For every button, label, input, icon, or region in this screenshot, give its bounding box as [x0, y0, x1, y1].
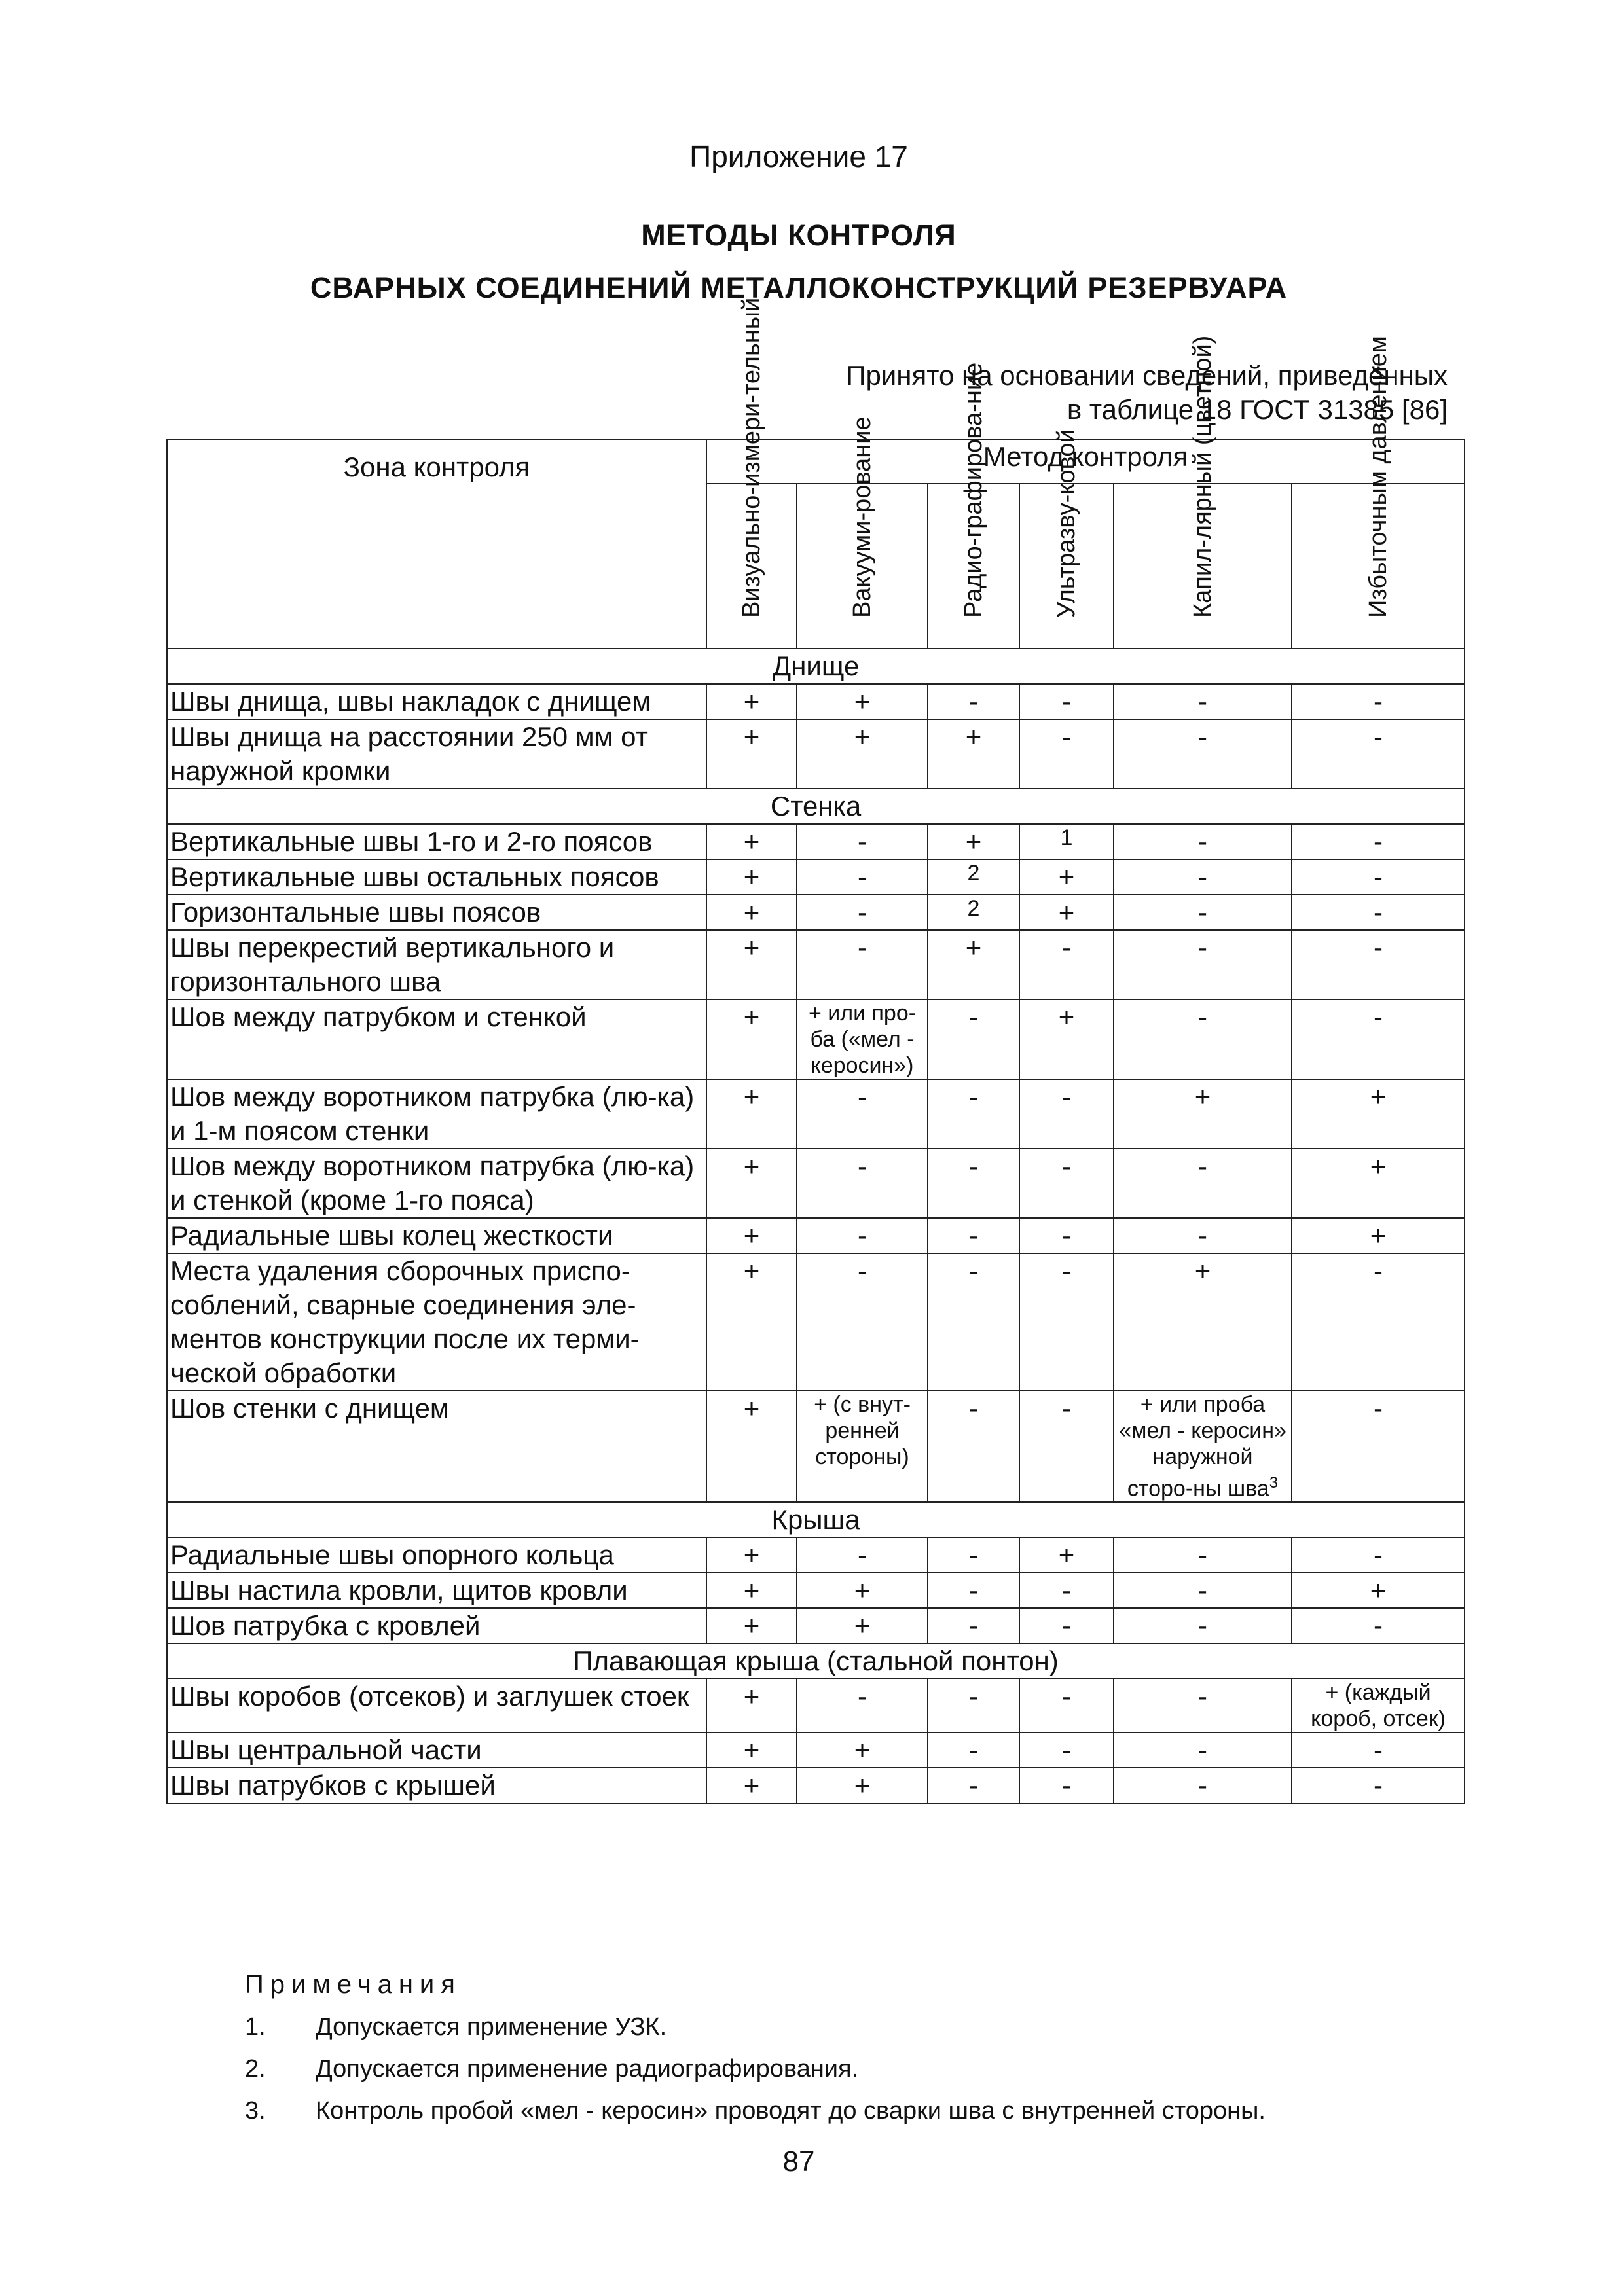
- method-mark-cell: [1292, 1391, 1465, 1502]
- method-mark: -: [969, 1393, 978, 1424]
- note-number: 2.: [245, 2055, 266, 2083]
- method-mark-cell: [1292, 684, 1465, 719]
- zone-cell: Шов патрубка с кровлей: [167, 1608, 706, 1643]
- method-mark-cell: [706, 1679, 797, 1732]
- method-header: Метод контроля: [706, 439, 1465, 484]
- method-mark: -: [1374, 721, 1383, 752]
- method-mark-cell: [928, 1679, 1019, 1732]
- method-header-0: [706, 297, 797, 649]
- method-mark-cell: [797, 1732, 928, 1768]
- method-mark-cell: [1019, 1608, 1114, 1643]
- method-mark-cell: [1019, 824, 1114, 859]
- method-mark: -: [1062, 1770, 1071, 1801]
- section-row: [167, 1502, 1465, 1537]
- method-mark-cell: [1292, 1768, 1465, 1803]
- method-mark-cell: [928, 1608, 1019, 1643]
- method-mark: -: [858, 1539, 867, 1571]
- method-mark: -: [969, 1610, 978, 1641]
- method-mark-cell: [706, 1608, 797, 1643]
- method-header-5: [1292, 336, 1465, 649]
- method-mark: +: [1370, 1151, 1387, 1181]
- method-mark-cell: [1292, 1679, 1465, 1732]
- footnote-mark: 3: [1269, 1474, 1279, 1492]
- method-mark: +: [743, 1610, 760, 1641]
- method-mark-cell: [1114, 930, 1292, 999]
- method-mark: +: [1370, 1081, 1387, 1112]
- method-mark: +: [1058, 897, 1075, 927]
- method-mark: +: [743, 932, 760, 963]
- method-mark: + или про-ба («мел - керосин»): [808, 1001, 917, 1078]
- method-mark-cell: [1292, 824, 1465, 859]
- method-mark: -: [1062, 1151, 1071, 1181]
- method-mark-cell: [797, 719, 928, 789]
- method-mark: -: [1374, 686, 1383, 717]
- method-mark-cell: [928, 1218, 1019, 1253]
- table-body: [167, 649, 1465, 1803]
- method-mark: -: [858, 1681, 867, 1712]
- method-mark-cell: [1114, 719, 1292, 789]
- method-mark-cell: [928, 1537, 1019, 1573]
- method-mark-cell: [1019, 1679, 1114, 1732]
- page-number: 87: [782, 2145, 815, 2178]
- method-mark-cell: [706, 1079, 797, 1149]
- zone-cell: Вертикальные швы 1-го и 2-го поясов: [167, 824, 706, 859]
- zone-cell: Швы патрубков с крышей: [167, 1768, 706, 1803]
- method-mark-cell: [1114, 1218, 1292, 1253]
- method-mark: -: [1198, 1539, 1207, 1571]
- method-mark-cell: [928, 1079, 1019, 1149]
- method-mark: +: [743, 1770, 760, 1801]
- notes-title: Примечания: [245, 1970, 462, 1999]
- method-mark: +: [854, 1575, 871, 1606]
- method-mark-cell: [1114, 1608, 1292, 1643]
- method-mark-cell: [1114, 1537, 1292, 1573]
- method-mark-cell: [706, 824, 797, 859]
- method-mark-cell: [797, 824, 928, 859]
- table-row: [167, 1573, 1465, 1608]
- method-mark-cell: [706, 1253, 797, 1391]
- method-mark: -: [969, 1220, 978, 1251]
- method-mark-cell: [1292, 1079, 1465, 1149]
- method-mark: +: [743, 826, 760, 857]
- zone-cell: Радиальные швы колец жесткости: [167, 1218, 706, 1253]
- method-mark: -: [969, 686, 978, 717]
- method-mark: 1: [1060, 825, 1073, 850]
- method-mark-cell: [797, 895, 928, 930]
- zone-cell: Вертикальные швы остальных поясов: [167, 859, 706, 895]
- method-mark-cell: [1019, 895, 1114, 930]
- zone-cell: Швы настила кровли, щитов кровли: [167, 1573, 706, 1608]
- method-mark-cell: [1019, 1253, 1114, 1391]
- method-mark: +: [743, 1151, 760, 1181]
- method-mark-cell: [706, 1149, 797, 1218]
- method-mark-cell: [928, 1732, 1019, 1768]
- source-note: [846, 359, 1448, 427]
- method-mark-cell: [1292, 895, 1465, 930]
- method-mark: -: [1374, 932, 1383, 963]
- section-row: [167, 789, 1465, 824]
- table-row: [167, 1537, 1465, 1573]
- method-mark-cell: [706, 999, 797, 1079]
- appendix-label: Приложение 17: [689, 139, 908, 173]
- table-row: [167, 1768, 1465, 1803]
- method-header-2: [928, 362, 1019, 649]
- table-row: [167, 895, 1465, 930]
- method-mark: +: [965, 826, 982, 857]
- method-mark-cell: [797, 999, 928, 1079]
- method-mark: +: [743, 721, 760, 752]
- method-label: Избыточным давлением: [1364, 336, 1393, 618]
- table-row: [167, 1149, 1465, 1218]
- method-mark-cell: [797, 1391, 928, 1502]
- title-line-1: МЕТОДЫ КОНТРОЛЯ: [641, 219, 957, 252]
- method-mark-cell: [797, 1218, 928, 1253]
- method-mark: +: [743, 1220, 760, 1251]
- method-mark: -: [1374, 897, 1383, 927]
- method-mark-cell: [1019, 1218, 1114, 1253]
- method-mark: -: [1198, 1610, 1207, 1641]
- method-mark: -: [1374, 1539, 1383, 1571]
- method-mark-cell: [1114, 1573, 1292, 1608]
- method-mark: -: [969, 1151, 978, 1181]
- method-mark: +: [743, 1539, 760, 1571]
- method-mark-cell: [928, 930, 1019, 999]
- zone-cell: Швы днища на расстоянии 250 мм от наружной кромки: [167, 719, 706, 789]
- method-mark-cell: [1114, 999, 1292, 1079]
- method-mark: 2: [967, 896, 980, 921]
- method-mark-cell: [1292, 1253, 1465, 1391]
- method-mark: +: [743, 1255, 760, 1286]
- method-mark-cell: [1019, 1537, 1114, 1573]
- method-mark: -: [1374, 1734, 1383, 1766]
- method-mark: -: [1198, 1734, 1207, 1766]
- method-mark: -: [1198, 721, 1207, 752]
- zone-cell: Шов стенки с днищем: [167, 1391, 706, 1502]
- method-mark: -: [1374, 1770, 1383, 1801]
- method-mark: +: [743, 686, 760, 717]
- method-mark-cell: [1019, 1573, 1114, 1608]
- method-mark-cell: [1292, 719, 1465, 789]
- method-mark-cell: [1292, 1732, 1465, 1768]
- method-mark: +: [743, 861, 760, 892]
- note-item: [245, 2095, 1266, 2126]
- method-mark-cell: [797, 859, 928, 895]
- method-mark-cell: [1292, 1537, 1465, 1573]
- method-mark: -: [1198, 1220, 1207, 1251]
- zone-cell: Радиальные швы опорного кольца: [167, 1537, 706, 1573]
- method-mark: +: [854, 1770, 871, 1801]
- method-mark-cell: [706, 1537, 797, 1573]
- method-mark: -: [969, 1770, 978, 1801]
- method-mark: -: [1062, 1681, 1071, 1712]
- method-mark: -: [1198, 861, 1207, 892]
- method-mark: +: [743, 1081, 760, 1112]
- method-mark-cell: [706, 719, 797, 789]
- method-mark: -: [1198, 1770, 1207, 1801]
- method-mark: +: [743, 1575, 760, 1606]
- method-mark-cell: [1114, 1768, 1292, 1803]
- method-mark-cell: [706, 1218, 797, 1253]
- method-mark-cell: [928, 824, 1019, 859]
- method-mark-cell: [706, 1573, 797, 1608]
- method-label: Визуально-измери-тельный: [738, 297, 765, 618]
- method-mark: -: [969, 1001, 978, 1032]
- method-mark: -: [1062, 686, 1071, 717]
- table-row: [167, 1391, 1465, 1502]
- table-row: [167, 1732, 1465, 1768]
- method-mark-cell: [797, 1149, 928, 1218]
- method-mark-cell: [928, 1573, 1019, 1608]
- method-mark-cell: [1114, 1391, 1292, 1502]
- method-mark: +: [965, 721, 982, 752]
- method-mark: -: [858, 1081, 867, 1112]
- section-title: Стенка: [167, 789, 1465, 824]
- method-header-4: [1114, 335, 1292, 649]
- method-mark: -: [969, 1734, 978, 1766]
- table-row: [167, 719, 1465, 789]
- zone-header: Зона контроля: [167, 439, 706, 649]
- method-mark-cell: [1114, 1679, 1292, 1732]
- method-mark-cell: [928, 999, 1019, 1079]
- method-mark: -: [1374, 1610, 1383, 1641]
- method-mark: -: [1062, 1393, 1071, 1424]
- method-mark-cell: [1114, 824, 1292, 859]
- method-mark: +: [1194, 1255, 1211, 1286]
- method-mark-cell: [1019, 1149, 1114, 1218]
- table-row: [167, 824, 1465, 859]
- zone-cell: Швы центральной части: [167, 1732, 706, 1768]
- method-mark: +: [854, 1610, 871, 1641]
- method-mark: -: [1062, 1610, 1071, 1641]
- method-mark-cell: [1114, 895, 1292, 930]
- method-mark: -: [858, 1255, 867, 1286]
- note-item: [245, 2011, 1266, 2043]
- method-label: Радио-графирова-ние: [960, 362, 987, 618]
- method-mark-cell: [706, 1391, 797, 1502]
- method-mark: -: [969, 1539, 978, 1571]
- table-row: [167, 684, 1465, 719]
- method-mark-cell: [1019, 1732, 1114, 1768]
- method-mark: -: [1062, 1255, 1071, 1286]
- method-mark: -: [1374, 1393, 1383, 1424]
- section-row: [167, 1643, 1465, 1679]
- table-row: [167, 1253, 1465, 1391]
- method-mark-cell: [1292, 1573, 1465, 1608]
- method-mark: -: [969, 1255, 978, 1286]
- zone-cell: Шов между воротником патрубка (лю-ка) и 1-м поясом стенки: [167, 1079, 706, 1149]
- method-mark: -: [1198, 826, 1207, 857]
- method-mark-cell: [797, 1679, 928, 1732]
- method-mark: +: [854, 1734, 871, 1766]
- method-mark: -: [969, 1081, 978, 1112]
- method-mark: + (с внут-ренней стороны): [814, 1392, 911, 1469]
- method-mark: -: [1374, 1001, 1383, 1032]
- note-text: Допускается применение радиографирования.: [316, 2055, 859, 2083]
- method-mark-cell: [1019, 719, 1114, 789]
- zone-cell: Швы днища, швы накладок с днищем: [167, 684, 706, 719]
- method-mark: -: [858, 932, 867, 963]
- method-mark: -: [1062, 1575, 1071, 1606]
- table-row: [167, 1079, 1465, 1149]
- method-mark: -: [969, 1681, 978, 1712]
- method-mark: +: [965, 932, 982, 963]
- method-mark: +: [743, 897, 760, 927]
- method-mark: +: [1194, 1081, 1211, 1112]
- section-title: Днище: [167, 649, 1465, 684]
- method-mark: -: [1198, 1001, 1207, 1032]
- method-mark: -: [858, 1220, 867, 1251]
- method-mark: -: [1198, 897, 1207, 927]
- method-mark: -: [1198, 932, 1207, 963]
- method-mark-cell: [797, 1768, 928, 1803]
- method-mark: -: [858, 1151, 867, 1181]
- method-mark: -: [1374, 826, 1383, 857]
- method-mark-cell: [1114, 1079, 1292, 1149]
- method-mark-cell: [1019, 684, 1114, 719]
- method-mark: -: [1062, 1081, 1071, 1112]
- zone-cell: Шов между воротником патрубка (лю-ка) и стенкой (кроме 1-го пояса): [167, 1149, 706, 1218]
- zone-cell: Швы коробов (отсеков) и заглушек стоек: [167, 1679, 706, 1732]
- method-mark: -: [1198, 1681, 1207, 1712]
- method-mark-cell: [1019, 1768, 1114, 1803]
- method-mark-cell: [928, 1253, 1019, 1391]
- section-title: Плавающая крыша (стальной понтон): [167, 1643, 1465, 1679]
- method-mark: +: [743, 1001, 760, 1032]
- method-mark-cell: [1114, 859, 1292, 895]
- method-mark: +: [743, 1681, 760, 1712]
- method-mark-cell: [1019, 930, 1114, 999]
- method-mark: -: [1062, 1734, 1071, 1766]
- method-mark: -: [1062, 1220, 1071, 1251]
- method-mark-cell: [928, 895, 1019, 930]
- table-row: [167, 859, 1465, 895]
- table-row: [167, 1679, 1465, 1732]
- method-mark-cell: [706, 1732, 797, 1768]
- note-number: 3.: [245, 2097, 266, 2125]
- method-mark: +: [854, 721, 871, 752]
- method-mark-cell: [1114, 684, 1292, 719]
- method-mark: -: [858, 861, 867, 892]
- title-line-2: СВАРНЫХ СОЕДИНЕНИЙ МЕТАЛЛОКОНСТРУКЦИЙ РЕЗЕРВУАРА: [310, 271, 1288, 304]
- method-mark-cell: [928, 859, 1019, 895]
- method-mark: + (каждый короб, отсек): [1311, 1680, 1446, 1732]
- method-mark-cell: [706, 684, 797, 719]
- method-mark-cell: [1019, 1391, 1114, 1502]
- method-mark-cell: [928, 1768, 1019, 1803]
- method-mark-cell: [797, 684, 928, 719]
- note-number: 1.: [245, 2013, 266, 2041]
- method-mark: + или проба «мел - керосин» наружной сторо-ны шва: [1119, 1392, 1286, 1501]
- method-mark: +: [1058, 1001, 1075, 1032]
- method-mark: -: [858, 826, 867, 857]
- method-mark: -: [1374, 1255, 1383, 1286]
- method-mark: -: [858, 897, 867, 927]
- method-mark-cell: [928, 719, 1019, 789]
- method-mark: -: [1062, 721, 1071, 752]
- method-mark: +: [743, 1734, 760, 1766]
- method-mark-cell: [1292, 1218, 1465, 1253]
- method-mark: +: [1058, 1539, 1075, 1571]
- table-row: [167, 1218, 1465, 1253]
- method-mark-cell: [1019, 999, 1114, 1079]
- method-mark-cell: [1292, 859, 1465, 895]
- method-mark: -: [969, 1575, 978, 1606]
- note-text: Допускается применение УЗК.: [316, 2013, 667, 2041]
- method-mark-cell: [928, 684, 1019, 719]
- section-row: [167, 649, 1465, 684]
- method-mark-cell: [706, 859, 797, 895]
- method-mark: -: [1198, 1151, 1207, 1181]
- method-header-3: [1019, 429, 1114, 649]
- method-mark: +: [1058, 861, 1075, 892]
- note-item: [245, 2053, 1266, 2085]
- source-line-1: Принято на основании сведений, приведённых: [846, 360, 1448, 391]
- method-mark: 2: [967, 861, 980, 886]
- method-mark-cell: [797, 1608, 928, 1643]
- method-mark-cell: [1292, 930, 1465, 999]
- notes-list: [245, 2011, 1266, 2126]
- method-label: Вакууми-рование: [848, 416, 876, 618]
- method-mark: -: [1198, 1575, 1207, 1606]
- notes: [245, 1970, 1266, 2137]
- zone-cell: Швы перекрестий вертикального и горизонтального шва: [167, 930, 706, 999]
- note-text: Контроль пробой «мел - керосин» проводят до сварки шва с внутренней стороны.: [316, 2097, 1266, 2125]
- method-mark: -: [1374, 861, 1383, 892]
- method-mark: +: [1370, 1575, 1387, 1606]
- table-row: [167, 999, 1465, 1079]
- zone-cell: Шов между патрубком и стенкой: [167, 999, 706, 1079]
- method-mark: -: [1062, 932, 1071, 963]
- method-mark-cell: [928, 1149, 1019, 1218]
- method-mark-cell: [1019, 859, 1114, 895]
- method-mark-cell: [1114, 1253, 1292, 1391]
- method-mark-cell: [1114, 1149, 1292, 1218]
- method-mark-cell: [706, 1768, 797, 1803]
- method-mark: +: [743, 1393, 760, 1424]
- method-mark-cell: [1292, 1149, 1465, 1218]
- method-label: Ультразву-ковой: [1053, 429, 1080, 618]
- method-mark-cell: [1292, 1608, 1465, 1643]
- method-mark-cell: [1292, 999, 1465, 1079]
- method-mark-cell: [706, 895, 797, 930]
- method-mark-cell: [1019, 1079, 1114, 1149]
- method-mark-cell: [797, 1537, 928, 1573]
- section-title: Крыша: [167, 1502, 1465, 1537]
- method-mark: +: [1370, 1220, 1387, 1251]
- method-mark-cell: [928, 1391, 1019, 1502]
- table-row: [167, 1608, 1465, 1643]
- method-mark-cell: [797, 930, 928, 999]
- method-mark: +: [854, 686, 871, 717]
- method-mark-cell: [706, 930, 797, 999]
- table-row: [167, 930, 1465, 999]
- method-label: Капил-лярный (цветной): [1189, 335, 1216, 618]
- method-mark: -: [1198, 686, 1207, 717]
- method-mark-cell: [797, 1253, 928, 1391]
- zone-cell: Горизонтальные швы поясов: [167, 895, 706, 930]
- method-header-1: [797, 416, 928, 649]
- method-mark-cell: [797, 1079, 928, 1149]
- source-line-2: в таблице 18 ГОСТ 31385 [86]: [1067, 394, 1448, 425]
- method-mark-cell: [797, 1573, 928, 1608]
- zone-cell: Места удаления сборочных приспо-соблений, сварные соединения эле-ментов конструкции после их терми-ческой обработки: [167, 1253, 706, 1391]
- method-mark-cell: [1114, 1732, 1292, 1768]
